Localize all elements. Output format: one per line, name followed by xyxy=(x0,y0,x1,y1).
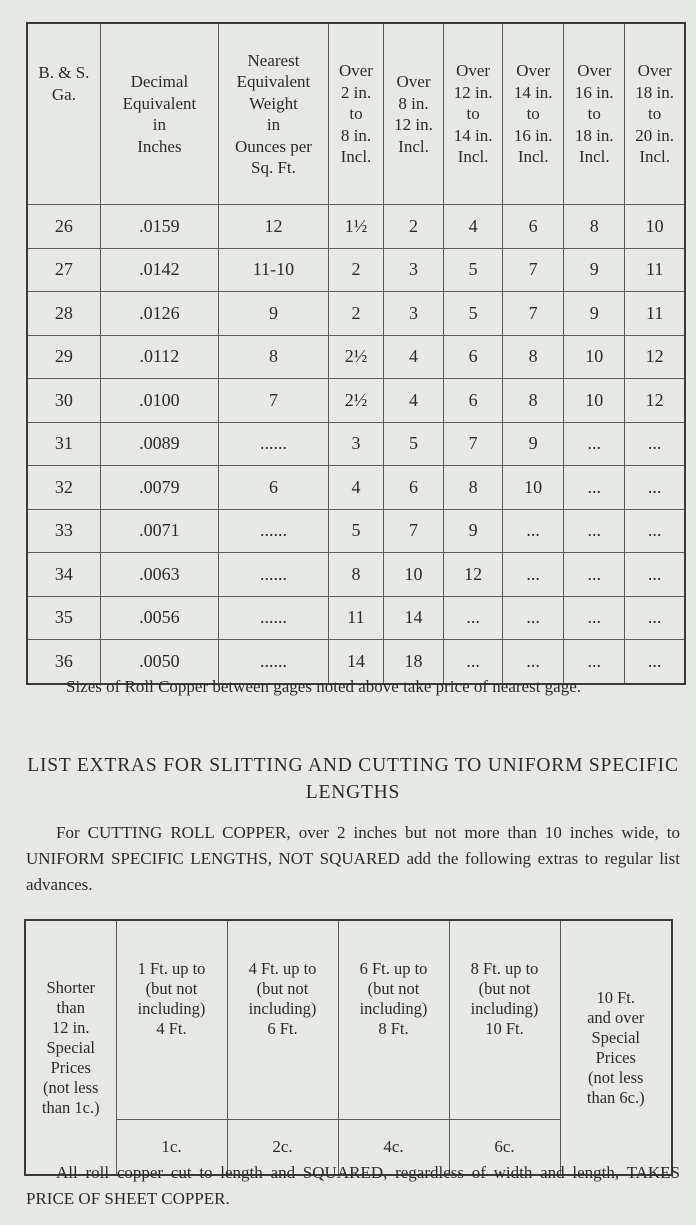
header-width-12-14: Over 12 in. to 14 in. Incl. xyxy=(444,23,503,205)
cell-w12-14: 8 xyxy=(444,466,503,510)
cell-w2-8: 2 xyxy=(328,248,383,292)
cell-gauge: 31 xyxy=(27,422,100,466)
cell-decimal: .0089 xyxy=(100,422,218,466)
cell-weight: ...... xyxy=(218,553,328,597)
cell-decimal: .0126 xyxy=(100,292,218,336)
table-row xyxy=(27,205,685,249)
cell-w14-16: ... xyxy=(503,596,564,640)
cell-decimal: .0079 xyxy=(100,466,218,510)
cell-w12-14: 7 xyxy=(444,422,503,466)
cell-w12-14: 9 xyxy=(444,509,503,553)
cell-w8-12: 14 xyxy=(383,596,443,640)
cell-gauge: 36 xyxy=(27,640,100,684)
cell-w8-12: 3 xyxy=(383,248,443,292)
cell-weight: 12 xyxy=(218,205,328,249)
cell-w14-16: 8 xyxy=(503,379,564,423)
table-row xyxy=(27,379,685,423)
cell-w16-18: ... xyxy=(564,640,625,684)
extras-price-1-4: 1c. xyxy=(116,1120,227,1176)
extras-shorter-12in: Shorter than 12 in. Special Prices (not less than 1c.) xyxy=(25,920,116,1175)
cell-w12-14: ... xyxy=(444,596,503,640)
extras-range-4-6: 4 Ft. up to (but not including) 6 Ft. xyxy=(227,920,338,1120)
cell-decimal: .0112 xyxy=(100,335,218,379)
cell-w18-20: ... xyxy=(625,596,685,640)
cell-w16-18: ... xyxy=(564,596,625,640)
cell-w16-18: 9 xyxy=(564,292,625,336)
cell-w12-14: 12 xyxy=(444,553,503,597)
cell-gauge: 33 xyxy=(27,509,100,553)
cell-decimal: .0071 xyxy=(100,509,218,553)
header-width-14-16: Over 14 in. to 16 in. Incl. xyxy=(503,23,564,205)
cell-weight: ...... xyxy=(218,596,328,640)
cell-w8-12: 3 xyxy=(383,292,443,336)
cell-decimal: .0056 xyxy=(100,596,218,640)
cell-w2-8: 4 xyxy=(328,466,383,510)
cell-w2-8: 1½ xyxy=(328,205,383,249)
cell-w18-20: ... xyxy=(625,466,685,510)
cell-gauge: 30 xyxy=(27,379,100,423)
cell-w8-12: 18 xyxy=(383,640,443,684)
cell-decimal: .0063 xyxy=(100,553,218,597)
cell-w16-18: 10 xyxy=(564,335,625,379)
cell-w18-20: 12 xyxy=(625,379,685,423)
extras-price-8-10: 6c. xyxy=(449,1120,560,1176)
table-row xyxy=(27,422,685,466)
cell-gauge: 34 xyxy=(27,553,100,597)
cell-w2-8: 14 xyxy=(328,640,383,684)
cell-w12-14: 5 xyxy=(444,292,503,336)
note-cutting: For CUTTING ROLL COPPER, over 2 inches but not more than 10 inches wide, to UNIFORM SPECIFIC LENGTHS, NOT SQUARED add the following extras to regular list advances. xyxy=(26,823,680,894)
cell-w18-20: 11 xyxy=(625,292,685,336)
cell-w8-12: 2 xyxy=(383,205,443,249)
cell-w14-16: ... xyxy=(503,640,564,684)
cell-w18-20: ... xyxy=(625,640,685,684)
extras-range-8-10: 8 Ft. up to (but not including) 10 Ft. xyxy=(449,920,560,1120)
cell-w14-16: 8 xyxy=(503,335,564,379)
cell-w8-12: 4 xyxy=(383,379,443,423)
cell-decimal: .0050 xyxy=(100,640,218,684)
header-weight: Nearest Equivalent Weight in Ounces per Sq. Ft. xyxy=(218,23,328,205)
cell-weight: 8 xyxy=(218,335,328,379)
cell-w14-16: 9 xyxy=(503,422,564,466)
cell-w8-12: 5 xyxy=(383,422,443,466)
cell-w18-20: ... xyxy=(625,509,685,553)
cell-w12-14: 4 xyxy=(444,205,503,249)
cell-w2-8: 2½ xyxy=(328,379,383,423)
cell-w14-16: ... xyxy=(503,553,564,597)
cell-w18-20: ... xyxy=(625,422,685,466)
cell-w2-8: 2 xyxy=(328,292,383,336)
cell-gauge: 35 xyxy=(27,596,100,640)
extras-table xyxy=(24,919,673,1176)
header-width-8-12: Over 8 in. 12 in. Incl. xyxy=(383,23,443,205)
cell-w14-16: ... xyxy=(503,509,564,553)
table-row xyxy=(27,553,685,597)
header-gauge: B. & S. Ga. xyxy=(27,23,100,205)
cell-w16-18: 8 xyxy=(564,205,625,249)
gauge-header-row xyxy=(27,23,685,205)
cell-w16-18: ... xyxy=(564,509,625,553)
cell-w16-18: ... xyxy=(564,422,625,466)
extras-price-6-8: 4c. xyxy=(338,1120,449,1176)
cell-weight: ...... xyxy=(218,640,328,684)
cell-gauge: 29 xyxy=(27,335,100,379)
table-row xyxy=(27,509,685,553)
cell-gauge: 28 xyxy=(27,292,100,336)
cell-w18-20: 11 xyxy=(625,248,685,292)
cell-w16-18: ... xyxy=(564,466,625,510)
header-width-2-8: Over 2 in. to 8 in. Incl. xyxy=(328,23,383,205)
cell-weight: 9 xyxy=(218,292,328,336)
cell-weight: ...... xyxy=(218,422,328,466)
cell-w2-8: 5 xyxy=(328,509,383,553)
extras-10ft-and-over: 10 Ft. and over Special Prices (not less than 6c.) xyxy=(560,920,672,1175)
cell-w8-12: 4 xyxy=(383,335,443,379)
cell-w14-16: 7 xyxy=(503,248,564,292)
cell-w12-14: 6 xyxy=(444,379,503,423)
table-row xyxy=(27,335,685,379)
cell-w18-20: 10 xyxy=(625,205,685,249)
cell-decimal: .0100 xyxy=(100,379,218,423)
header-decimal-equivalent: Decimal Equivalent in Inches xyxy=(100,23,218,205)
cell-gauge: 27 xyxy=(27,248,100,292)
cell-w14-16: 10 xyxy=(503,466,564,510)
table-row xyxy=(27,292,685,336)
cell-decimal: .0159 xyxy=(100,205,218,249)
extras-range-6-8: 6 Ft. up to (but not including) 8 Ft. xyxy=(338,920,449,1120)
extras-price-4-6: 2c. xyxy=(227,1120,338,1176)
cell-decimal: .0142 xyxy=(100,248,218,292)
cell-w2-8: 8 xyxy=(328,553,383,597)
cell-w16-18: ... xyxy=(564,553,625,597)
table-row xyxy=(27,596,685,640)
cell-w12-14: ... xyxy=(444,640,503,684)
cell-w14-16: 6 xyxy=(503,205,564,249)
cell-w2-8: 3 xyxy=(328,422,383,466)
cell-w8-12: 10 xyxy=(383,553,443,597)
table-row xyxy=(27,466,685,510)
extras-range-1-4: 1 Ft. up to (but not including) 4 Ft. xyxy=(116,920,227,1120)
gauge-table-body xyxy=(27,205,685,684)
gauge-price-table xyxy=(26,22,686,685)
cell-w18-20: ... xyxy=(625,553,685,597)
header-width-18-20: Over 18 in. to 20 in. Incl. xyxy=(625,23,685,205)
cell-w16-18: 10 xyxy=(564,379,625,423)
note-squared: All roll copper cut to length and SQUARED, regardless of width and length, TAKES PRICE OF SHEET COPPER. xyxy=(26,1163,680,1208)
cell-w16-18: 9 xyxy=(564,248,625,292)
header-width-16-18: Over 16 in. to 18 in. Incl. xyxy=(564,23,625,205)
cell-w18-20: 12 xyxy=(625,335,685,379)
extras-row-ranges xyxy=(25,920,672,1120)
cell-w2-8: 11 xyxy=(328,596,383,640)
cell-w8-12: 7 xyxy=(383,509,443,553)
cell-w8-12: 6 xyxy=(383,466,443,510)
cell-weight: 7 xyxy=(218,379,328,423)
section-heading: LIST EXTRAS FOR SLITTING AND CUTTING TO UNIFORM SPECIFIC LENGTHS xyxy=(27,755,679,803)
cell-weight: 11-10 xyxy=(218,248,328,292)
cell-weight: ...... xyxy=(218,509,328,553)
cell-w2-8: 2½ xyxy=(328,335,383,379)
cell-w12-14: 6 xyxy=(444,335,503,379)
cell-gauge: 32 xyxy=(27,466,100,510)
cell-w14-16: 7 xyxy=(503,292,564,336)
cell-gauge: 26 xyxy=(27,205,100,249)
cell-w12-14: 5 xyxy=(444,248,503,292)
table-row xyxy=(27,248,685,292)
cell-weight: 6 xyxy=(218,466,328,510)
note-gage: Sizes of Roll Copper between gages noted above take price of nearest gage. xyxy=(66,677,582,696)
